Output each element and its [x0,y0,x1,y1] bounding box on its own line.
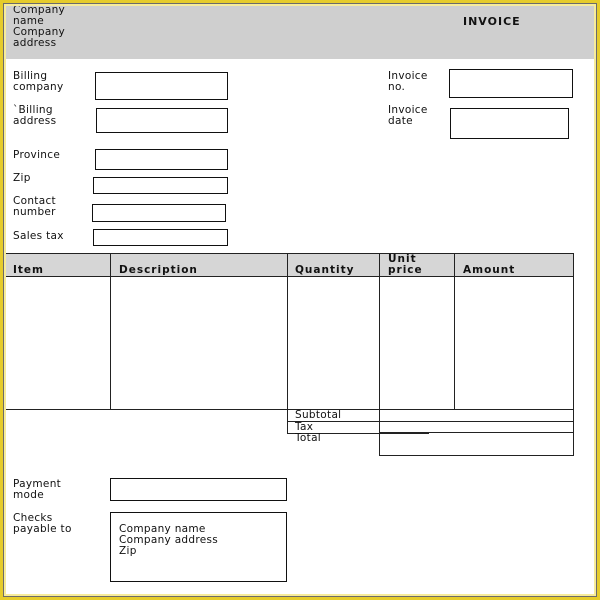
company-name-line-1: Company [13,4,66,16]
province-field[interactable] [95,149,228,170]
invoice-date-field[interactable] [450,108,569,139]
col-header-description: Description [119,264,198,276]
col-header-item: Item [13,264,44,276]
col-line-2 [287,253,288,434]
billing-company-field[interactable] [95,72,228,100]
sales-tax-label: Sales tax [13,230,64,242]
invoice-no-field[interactable] [449,69,573,98]
contact-number-field[interactable] [92,204,226,222]
col-line-4 [454,253,455,410]
tax-bottom-line-right [380,432,574,433]
table-right-line [573,253,574,456]
company-name-line-2: name [13,15,44,27]
billing-address-field[interactable] [96,108,228,133]
invoice-title: INVOICE [463,15,521,28]
table-header-bottom-line [6,276,574,277]
payment-mode-field[interactable] [110,478,287,501]
company-address-line-1: Company [13,26,66,38]
invoice-date-label: Invoice date [388,104,428,127]
billing-company-label: Billing company [13,70,64,93]
company-name-label [13,5,65,49]
sales-tax-field[interactable] [93,229,228,246]
table-body-bottom-line [6,409,574,410]
col-header-amount: Amount [463,264,516,276]
total-bottom-line [380,455,574,456]
col-header-quantity: Quantity [295,264,355,276]
tax-label: Tax [295,421,314,433]
subtotal-label: Subtotal [295,409,342,421]
payment-mode-label: Payment mode [13,478,62,501]
billing-address-label: `Billing address [13,104,57,127]
province-label: Province [13,149,61,161]
zip-field[interactable] [93,177,228,194]
subtotal-bottom-line [287,421,574,422]
contact-number-label: Contact number [13,195,56,218]
checks-payable-field[interactable] [110,512,287,582]
checks-payable-text: Company name Company address Zip [119,523,219,557]
zip-label: Zip [13,172,31,184]
table-top-line [6,253,574,254]
total-label: Total [295,432,322,444]
invoice-no-label: Invoice no. [388,70,428,93]
company-address-line-2: address [13,37,57,49]
col-line-3 [379,253,380,456]
col-header-unit-price: Unit price [388,253,423,276]
header-band [6,6,594,59]
col-line-1 [110,253,111,410]
checks-payable-label: Checks payable to [13,512,72,535]
